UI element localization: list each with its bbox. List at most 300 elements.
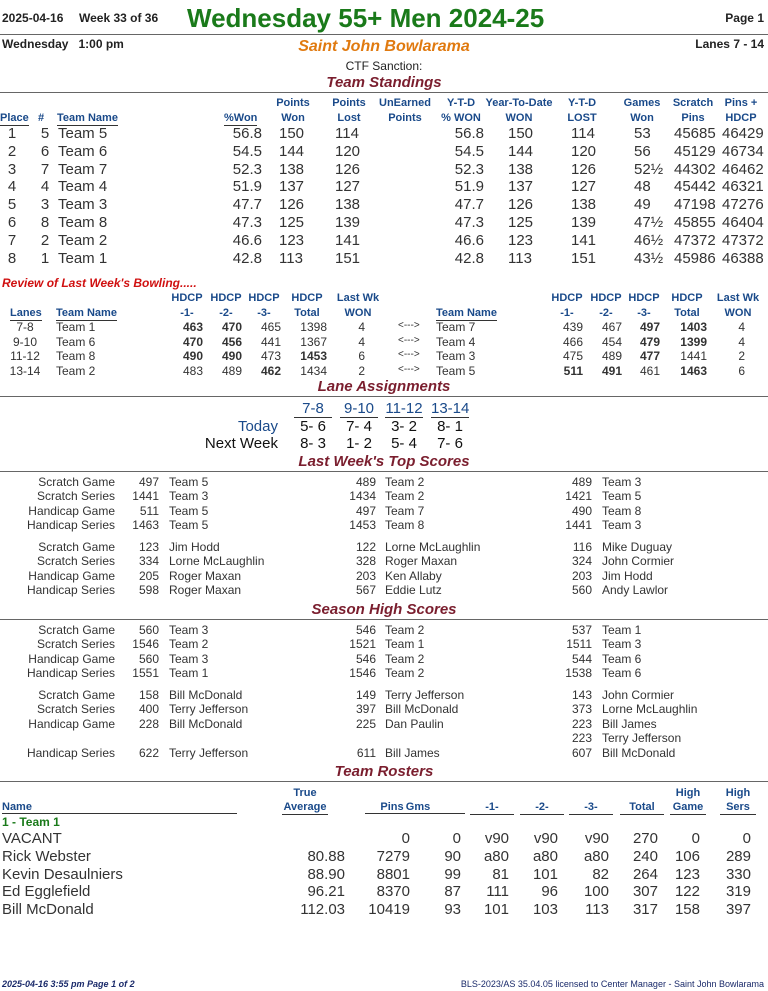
th-high-game-1: High [675, 787, 701, 799]
rosters-heading: Team Rosters [334, 763, 434, 780]
score-name-2: Bill James [385, 745, 440, 760]
review-right-score: 511 [563, 363, 583, 378]
lane-pair: 11-12 [385, 400, 423, 417]
score-value-3: 143 [571, 688, 592, 702]
th-right-g1-2: -1- [560, 307, 574, 319]
standing-ytd-lost: 120 [571, 142, 597, 160]
score-value-2: 203 [355, 568, 376, 583]
review-left-score: 470 [182, 334, 203, 349]
standing-pins-hdcp: 46429 [722, 125, 764, 142]
review-right-score: 479 [639, 334, 660, 349]
score-name-2: Roger Maxan [385, 554, 458, 569]
review-left-score: 483 [182, 363, 203, 378]
roster-total: 317 [632, 901, 658, 919]
roster-high-series: 0 [742, 830, 751, 847]
th-pins-hdcp-1: Pins + [724, 97, 758, 109]
standing-ytd-pct: 52.3 [454, 160, 484, 178]
standing-scratch: 45129 [674, 142, 716, 160]
score-value-2: 122 [355, 540, 376, 554]
roster-high-game: 158 [674, 901, 700, 919]
th-team-right: Team Name [436, 307, 497, 319]
review-right-score: 461 [639, 363, 660, 378]
score-value-1: 1546 [132, 637, 159, 652]
standing-pins-hdcp: 46321 [722, 178, 764, 196]
standing-pts-lost: 141 [335, 231, 361, 249]
review-left-score: 463 [182, 320, 203, 334]
score-value-3: 607 [571, 745, 592, 760]
review-right-score: 6 [738, 363, 745, 378]
standing-scratch: 45855 [674, 214, 716, 231]
th-high-game-2: Game [670, 800, 706, 815]
score-value-3: 537 [571, 623, 592, 637]
th-right-g2-1: HDCP [590, 292, 622, 304]
review-left-score: 441 [260, 334, 281, 349]
review-right-score: 497 [639, 320, 660, 334]
review-right-score: 1463 [680, 363, 707, 378]
th-lanes: Lanes [10, 307, 42, 319]
review-arrow: <---> [398, 334, 420, 346]
score-value-2: 546 [355, 651, 376, 666]
today-matchup: 8- 1 [437, 418, 463, 435]
score-name-1: Bill McDonald [169, 688, 243, 702]
standing-num: 7 [40, 160, 50, 178]
score-name-3: Mike Duguay [602, 540, 673, 554]
review-lanes: 11-12 [10, 349, 40, 363]
standing-ytd-won: 113 [508, 249, 532, 267]
score-name-1: Team 2 [169, 637, 209, 652]
roster-g1: 81 [492, 865, 509, 883]
score-value-2: 1521 [349, 637, 376, 652]
score-category: Scratch Series [36, 554, 115, 569]
roster-games: 99 [444, 865, 461, 883]
next-week-label: Next Week [204, 435, 278, 452]
standing-ytd-won: 126 [508, 196, 534, 214]
score-value-3: 203 [571, 568, 592, 583]
review-right-score: 466 [562, 334, 583, 349]
review-team-left: Team 2 [56, 363, 96, 378]
score-name-3: Team 6 [602, 651, 642, 666]
th-unearned-2: Points [388, 112, 422, 124]
standing-pts-won: 125 [279, 214, 305, 231]
score-value-2: 1546 [349, 666, 376, 681]
score-value-3: 489 [571, 475, 592, 489]
roster-pins-underline [365, 813, 465, 814]
roster-high-game: 0 [691, 830, 700, 847]
roster-games: 90 [444, 847, 461, 865]
th-points-lost-2: Lost [337, 112, 361, 124]
score-name-3: Team 3 [602, 475, 642, 489]
th-name: Name [2, 801, 32, 813]
roster-average: 88.90 [307, 865, 345, 883]
th-place: Place [0, 112, 29, 124]
review-team-right: Team 3 [436, 349, 476, 363]
roster-high-series: 319 [725, 883, 751, 901]
score-category: Scratch Game [38, 475, 115, 489]
th-high-sers-2: Sers [720, 800, 756, 815]
th-team-left: Team Name [56, 307, 117, 319]
roster-average: 112.03 [300, 901, 345, 919]
roster-high-game: 123 [674, 865, 700, 883]
th-right-total-1: HDCP [671, 292, 703, 304]
score-name-2: Team 2 [385, 651, 425, 666]
standing-pts-lost: 138 [335, 196, 361, 214]
review-arrow: <---> [398, 349, 420, 360]
roster-high-series: 397 [725, 901, 751, 919]
review-left-score: 1434 [300, 363, 327, 378]
score-value-3: 1511 [566, 637, 592, 652]
review-left-score: 473 [260, 349, 281, 363]
standing-ytd-lost: 141 [571, 231, 597, 249]
th-ytd-won-2: WON [505, 112, 533, 124]
standing-ytd-pct: 47.3 [454, 214, 484, 231]
review-right-score: 1403 [680, 320, 707, 334]
score-category: Scratch Series [36, 702, 115, 717]
standing-pins-hdcp: 46462 [722, 160, 764, 178]
day-time: Wednesday 1:00 pm [2, 37, 124, 51]
top-scores-heading: Last Week's Top Scores [298, 453, 470, 470]
next-matchup: 8- 3 [300, 435, 326, 452]
standing-ytd-won: 125 [508, 214, 534, 231]
score-value-1: 1551 [132, 666, 159, 681]
standing-pins-hdcp: 46734 [722, 142, 764, 160]
footer-right: BLS-2023/AS 35.04.05 licensed to Center Manager - Saint John Bowlarama [460, 979, 764, 989]
standing-games-won: 49 [634, 196, 651, 214]
score-value-1: 497 [138, 475, 159, 489]
standing-team: Team 8 [58, 214, 108, 231]
score-name-3: Team 5 [602, 489, 642, 504]
score-name-2: Team 2 [385, 623, 425, 637]
standing-team: Team 5 [58, 125, 108, 142]
standing-games-won: 53 [634, 125, 651, 142]
standing-scratch: 45442 [674, 178, 716, 196]
standing-num: 1 [40, 249, 50, 267]
report-date: 2025-04-16 [2, 11, 64, 25]
standing-team: Team 6 [58, 142, 108, 160]
roster-g3: a80 [583, 847, 609, 865]
th-right-won-1: Last Wk [716, 292, 760, 304]
today-label: Today [237, 418, 278, 435]
th-points-won-2: Won [281, 112, 305, 124]
review-left-score: 4 [358, 320, 365, 334]
season-high-heading: Season High Scores [311, 601, 457, 618]
score-value-2: 225 [355, 716, 376, 731]
score-category: Handicap Game [28, 651, 115, 666]
roster-high-series: 289 [725, 847, 751, 865]
sanction: CTF Sanction: [345, 59, 423, 73]
standing-ytd-lost: 138 [571, 196, 597, 214]
roster-g2: a80 [532, 847, 558, 865]
roster-pins: 10419 [368, 901, 410, 919]
score-name-3: Team 1 [602, 623, 642, 637]
standing-games-won: 43½ [634, 249, 664, 267]
score-category: Handicap Series [26, 666, 115, 681]
standing-pts-won: 138 [279, 160, 305, 178]
standing-pts-lost: 127 [335, 178, 361, 196]
score-value-2: 611 [356, 745, 376, 760]
standing-place: 3 [7, 160, 17, 178]
score-name-2: Team 7 [385, 503, 425, 518]
standing-ytd-pct: 54.5 [454, 142, 484, 160]
th-total: Total [620, 800, 664, 815]
score-value-1: 123 [138, 540, 159, 554]
th-pins: Pins [380, 801, 404, 813]
standing-ytd-won: 138 [508, 160, 534, 178]
score-category: Handicap Series [26, 745, 115, 760]
score-value-2: 1434 [349, 489, 376, 504]
standing-pts-lost: 139 [335, 214, 361, 231]
th-right-g2-2: -2- [599, 307, 613, 319]
score-value-2: 546 [355, 623, 376, 637]
lane-pair: 7-8 [294, 400, 332, 418]
roster-name: Ed Egglefield [2, 883, 91, 901]
score-value-1: 205 [138, 568, 159, 583]
review-left-score: 6 [358, 349, 365, 363]
score-category: Scratch Game [38, 623, 115, 637]
th-left-g1-2: -1- [180, 307, 194, 319]
standing-num: 3 [40, 196, 50, 214]
standing-ytd-lost: 139 [571, 214, 597, 231]
th-scratch-pins-1: Scratch [672, 97, 714, 109]
score-value-1: 228 [138, 716, 159, 731]
roster-g1: v90 [484, 830, 509, 847]
roster-high-game: 106 [674, 847, 700, 865]
score-name-3: John Cormier [602, 554, 675, 569]
score-name-3: Terry Jefferson [602, 731, 682, 746]
standing-ytd-lost: 151 [571, 249, 597, 267]
standing-place: 1 [7, 125, 17, 142]
score-name-1: Bill McDonald [169, 716, 243, 731]
standing-team: Team 4 [58, 178, 108, 196]
roster-games: 87 [444, 883, 461, 901]
standing-ytd-won: 123 [508, 231, 534, 249]
score-value-1: 622 [138, 745, 159, 760]
th-team: Team Name [57, 112, 118, 124]
review-right-score: 2 [738, 349, 745, 363]
th-left-total-1: HDCP [291, 292, 323, 304]
score-value-3: 560 [571, 583, 592, 598]
review-left-score: 4 [358, 334, 365, 349]
standing-num: 8 [40, 214, 50, 231]
review-left-score: 489 [221, 363, 242, 378]
score-value-1: 400 [138, 702, 159, 717]
score-value-1: 334 [138, 554, 159, 569]
standing-pts-won: 113 [279, 249, 303, 267]
standing-ytd-pct: 47.7 [454, 196, 484, 214]
th-left-total-2: Total [294, 307, 320, 319]
roster-pins: 0 [401, 830, 410, 847]
review-right-score: 467 [601, 320, 622, 334]
review-heading: Review of Last Week's Bowling..... [2, 276, 197, 290]
score-value-3: 373 [571, 702, 592, 717]
score-name-3: John Cormier [602, 688, 675, 702]
th-high-sers-1: High [725, 787, 751, 799]
standing-pct: 46.6 [232, 231, 262, 249]
standing-games-won: 52½ [634, 160, 664, 178]
th-left-won-2: WON [344, 307, 372, 319]
review-right-score: 4 [738, 334, 745, 349]
review-left-score: 1367 [300, 334, 327, 349]
today-matchup: 7- 4 [346, 418, 372, 435]
th-ytd-won-1: Year-To-Date [485, 97, 553, 109]
th-right-won-2: WON [724, 307, 752, 319]
standing-pct: 42.8 [232, 249, 262, 267]
standing-ytd-lost: 114 [571, 125, 595, 142]
score-category: Scratch Series [36, 637, 115, 652]
review-left-score: 1398 [300, 320, 327, 334]
next-matchup: 1- 2 [346, 435, 372, 452]
standing-pins-hdcp: 47276 [722, 196, 764, 214]
standing-ytd-pct: 51.9 [454, 178, 484, 196]
footer-left: 2025-04-16 3:55 pm Page 1 of 2 [2, 979, 135, 989]
standing-pct: 56.8 [232, 125, 262, 142]
score-value-3: 1441 [565, 518, 592, 533]
standing-pts-won: 150 [279, 125, 305, 142]
roster-average: 80.88 [307, 847, 345, 865]
score-name-3: Jim Hodd [602, 568, 653, 583]
standing-place: 5 [7, 196, 17, 214]
roster-g3: v90 [584, 830, 609, 847]
review-team-right: Team 4 [436, 334, 476, 349]
standing-pins-hdcp: 46404 [722, 214, 764, 231]
roster-name: Bill McDonald [2, 901, 94, 919]
standing-ytd-lost: 126 [571, 160, 597, 178]
score-name-2: Ken Allaby [385, 568, 442, 583]
th-avg-1: True [293, 787, 317, 799]
review-right-score: 439 [562, 320, 583, 334]
th-left-g1-1: HDCP [171, 292, 203, 304]
standing-team: Team 7 [58, 160, 108, 178]
standing-pts-won: 137 [279, 178, 305, 196]
th-right-g3-1: HDCP [628, 292, 660, 304]
score-value-2: 328 [355, 554, 376, 569]
lane-pair: 13-14 [431, 400, 470, 417]
review-right-score: 475 [562, 349, 583, 363]
roster-total: 307 [632, 883, 658, 901]
roster-games: 0 [452, 830, 461, 847]
score-name-1: Jim Hodd [169, 540, 220, 554]
score-name-2: Team 2 [385, 475, 425, 489]
standing-team: Team 3 [58, 196, 108, 214]
review-team-right: Team 5 [436, 363, 476, 378]
standings-heading: Team Standings [326, 74, 442, 91]
roster-name: Rick Webster [2, 847, 91, 865]
score-name-1: Roger Maxan [169, 583, 242, 598]
standing-games-won: 47½ [634, 214, 664, 231]
standing-ytd-pct: 42.8 [454, 249, 484, 267]
score-name-3: Team 8 [602, 503, 642, 518]
score-name-1: Team 1 [169, 666, 209, 681]
standing-place: 2 [7, 142, 17, 160]
lane-assignments-heading: Lane Assignments [317, 378, 451, 395]
standing-ytd-won: 150 [508, 125, 534, 142]
score-category: Handicap Game [28, 716, 115, 731]
score-name-2: Eddie Lutz [385, 583, 442, 598]
roster-g1: 101 [483, 901, 509, 919]
standing-pct: 54.5 [232, 142, 262, 160]
standing-num: 5 [40, 125, 50, 142]
score-name-3: Lorne McLaughlin [602, 702, 698, 717]
review-right-score: 454 [601, 334, 622, 349]
page-number: Page 1 [725, 11, 764, 25]
center-name: Saint John Bowlarama [298, 38, 470, 55]
score-value-3: 490 [571, 503, 592, 518]
score-category: Handicap Game [28, 568, 115, 583]
roster-pins: 7279 [376, 847, 410, 865]
score-name-1: Team 5 [169, 475, 209, 489]
standing-pct: 51.9 [232, 178, 262, 196]
score-category: Scratch Game [38, 540, 115, 554]
roster-name: Kevin Desaulniers [2, 865, 123, 883]
score-name-1: Team 3 [169, 651, 209, 666]
score-value-1: 511 [139, 503, 159, 518]
standing-scratch: 45986 [674, 249, 716, 267]
th-ytd-lost-2: LOST [567, 112, 597, 124]
score-value-1: 1441 [132, 489, 159, 504]
lane-pair: 9-10 [340, 400, 378, 418]
standing-scratch: 47372 [674, 231, 716, 249]
standing-pts-won: 123 [279, 231, 305, 249]
standing-games-won: 48 [634, 178, 651, 196]
standing-ytd-won: 137 [508, 178, 534, 196]
th-gms: Gms [405, 801, 431, 813]
standing-pins-hdcp: 46388 [722, 249, 764, 267]
th-pins-hdcp-2: HDCP [725, 112, 757, 124]
roster-g3: 82 [592, 865, 609, 883]
score-value-3: 1421 [565, 489, 592, 504]
score-name-3: Team 3 [602, 518, 642, 533]
standing-place: 4 [7, 178, 17, 196]
standing-scratch: 45685 [674, 125, 716, 142]
th-g1: -1- [470, 800, 514, 815]
score-name-2: Team 1 [385, 637, 425, 652]
review-left-score: 2 [358, 363, 365, 378]
review-team-left: Team 8 [56, 349, 96, 363]
th-avg-2: Average [283, 801, 327, 813]
roster-games: 93 [444, 901, 461, 919]
score-name-1: Lorne McLaughlin [169, 554, 265, 569]
standing-pts-lost: 126 [335, 160, 361, 178]
roster-pins: 8801 [376, 865, 410, 883]
roster-g3: 113 [585, 901, 609, 919]
standing-team: Team 1 [58, 249, 108, 267]
score-value-2: 397 [355, 702, 376, 717]
th-left-g2-2: -2- [219, 307, 233, 319]
score-value-2: 149 [355, 688, 376, 702]
score-value-2: 567 [355, 583, 376, 598]
score-name-2: Team 2 [385, 666, 425, 681]
week-label: Week 33 of 36 [79, 11, 159, 25]
score-name-1: Terry Jefferson [169, 702, 249, 717]
roster-g3: 100 [583, 883, 609, 901]
roster-high-series: 330 [725, 865, 751, 883]
standing-pins-hdcp: 47372 [722, 231, 764, 249]
standing-place: 7 [7, 231, 17, 249]
score-category: Handicap Game [28, 503, 115, 518]
th-right-g1-1: HDCP [551, 292, 583, 304]
standing-pts-lost: 114 [335, 125, 359, 142]
review-arrow: <---> [398, 363, 420, 375]
roster-g2: 96 [541, 883, 558, 901]
th-ytd-pct-1: Y-T-D [446, 97, 476, 109]
review-arrow: <---> [398, 320, 420, 331]
th-points-won-1: Points [276, 97, 310, 109]
th-g3: -3- [569, 800, 613, 815]
score-value-2: 497 [355, 503, 376, 518]
score-value-1: 158 [138, 688, 159, 702]
roster-g1: a80 [483, 847, 509, 865]
standing-pts-lost: 151 [335, 249, 361, 267]
today-matchup: 5- 6 [300, 418, 326, 435]
